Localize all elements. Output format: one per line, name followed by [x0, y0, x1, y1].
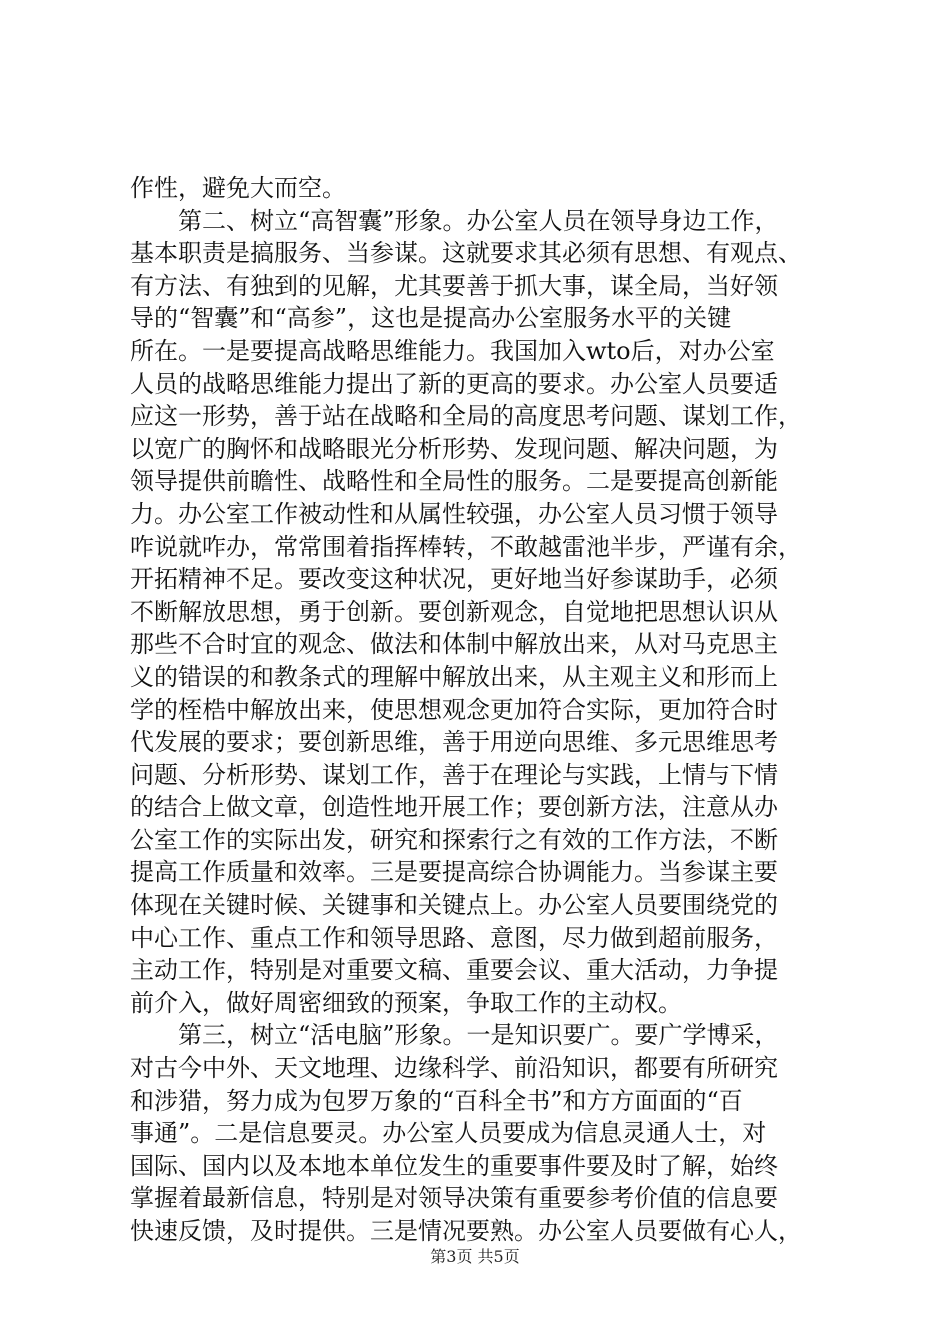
text-line: 所在。一是要提高战略思维能力。我国加入wto后，对办公室: [130, 336, 775, 365]
text-line: 问题、分析形势、谋划工作，善于在理论与实践，上情与下情: [130, 760, 778, 789]
paragraph-start-line: 第二、树立“高智囊”形象。办公室人员在领导身边工作，: [178, 206, 779, 235]
text-line: 以宽广的胸怀和战略眼光分析形势、发现问题、解决问题，为: [130, 434, 778, 463]
text-line: 导的“智囊”和“高参”，这也是提高办公室服务水平的关键: [130, 304, 732, 333]
page-number-footer: 第3页 共5页: [430, 1247, 520, 1266]
text-line: 对古今中外、天文地理、边缘科学、前沿知识，都要有所研究: [130, 1054, 778, 1083]
text-line: 不断解放思想，勇于创新。要创新观念，自觉地把思想认识从: [130, 597, 778, 626]
text-line: 和涉猎，努力成为包罗万象的“百科全书”和方方面面的“百: [130, 1086, 743, 1115]
text-line: 基本职责是搞服务、当参谋。这就要求其必须有思想、有观点、: [130, 239, 802, 268]
text-line: 有方法、有独到的见解，尤其要善于抓大事，谋全局，当好领: [130, 271, 778, 300]
text-line: 主动工作，特别是对重要文稿、重要会议、重大活动，力争提: [130, 956, 778, 985]
text-line: 义的错误的和教条式的理解中解放出来，从主观主义和形而上: [130, 662, 778, 691]
text-line: 力。办公室工作被动性和从属性较强，办公室人员习惯于领导: [130, 499, 778, 528]
text-line: 体现在关键时候、关键事和关键点上。办公室人员要围绕党的: [130, 891, 778, 920]
text-line: 国际、国内以及本地本单位发生的重要事件要及时了解，始终: [130, 1151, 778, 1180]
text-line: 中心工作、重点工作和领导思路、意图，尽力做到超前服务，: [130, 923, 778, 952]
text-line: 代发展的要求；要创新思维，善于用逆向思维、多元思维思考: [130, 728, 778, 757]
text-line: 那些不合时宜的观念、做法和体制中解放出来，从对马克思主: [130, 630, 778, 659]
text-line: 开拓精神不足。要改变这种状况，更好地当好参谋助手，必须: [130, 565, 778, 594]
text-line: 快速反馈，及时提供。三是情况要熟。办公室人员要做有心人，: [130, 1217, 802, 1245]
paragraph-start-line: 第三，树立“活电脑”形象。一是知识要广。要广学博采，: [178, 1021, 779, 1050]
text-line: 事通”。二是信息要灵。办公室人员要成为信息灵通人士，对: [130, 1119, 767, 1148]
text-line: 前介入，做好周密细致的预案，争取工作的主动权。: [130, 988, 682, 1017]
text-line: 掌握着最新信息，特别是对领导决策有重要参考价值的信息要: [130, 1184, 778, 1213]
text-line: 人员的战略思维能力提出了新的更高的要求。办公室人员要适: [130, 369, 778, 398]
text-line: 作性，避免大而空。: [130, 174, 346, 202]
text-line: 公室工作的实际出发，研究和探索行之有效的工作方法，不断: [130, 825, 778, 854]
text-line: 领导提供前瞻性、战略性和全局性的服务。二是要提高创新能: [130, 467, 778, 496]
text-line: 咋说就咋办，常常围着指挥棒转，不敢越雷池半步，严谨有余，: [130, 532, 802, 561]
text-line: 应这一形势，善于站在战略和全局的高度思考问题、谋划工作，: [130, 402, 802, 431]
text-line: 的结合上做文章，创造性地开展工作；要创新方法，注意从办: [130, 793, 778, 822]
text-line: 学的桎梏中解放出来，使思想观念更加符合实际，更加符合时: [130, 695, 778, 724]
text-line: 提高工作质量和效率。三是要提高综合协调能力。当参谋主要: [130, 858, 778, 887]
document-body: [130, 172, 830, 1248]
